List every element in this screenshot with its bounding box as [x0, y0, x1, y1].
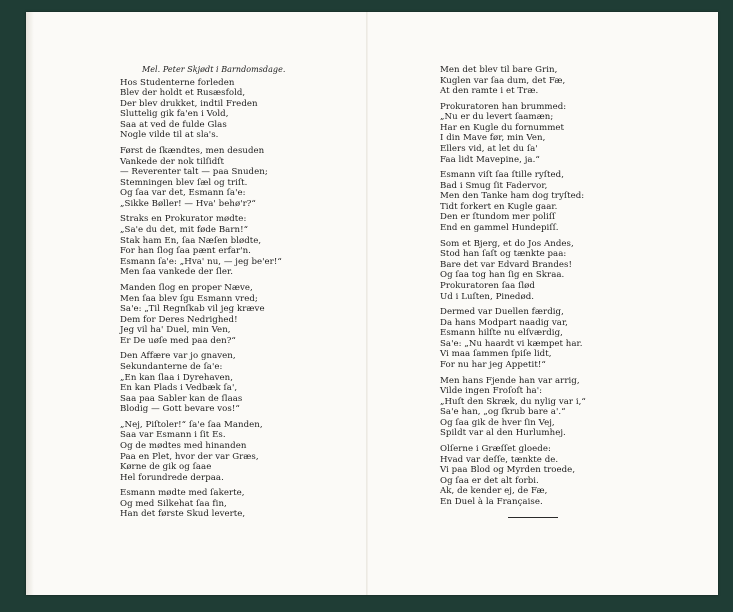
verse-line: Men hans Fjende han var arrig, — [440, 375, 580, 386]
verse-line: Vi paa Blod og Myrden troede, — [440, 465, 576, 476]
verse-line: Og de mødtes med hinanden — [120, 440, 247, 451]
right-stanzas — [440, 65, 680, 507]
verse-line: Da hans Modpart naadig var, — [440, 317, 568, 328]
right-column — [440, 65, 680, 513]
stanza — [440, 102, 680, 165]
verse-line: Sa'e: „Til Regnſkab vil jeg kræve — [120, 304, 265, 315]
sheet-left-edge — [26, 12, 34, 595]
verse-line: Den er ſtundom mer poliſſ — [440, 212, 556, 223]
verse-line: For nu har jeg Appetit!“ — [440, 359, 546, 370]
verse-line: „Nu er du levert ſaamæn; — [440, 112, 554, 123]
verse-line: Esmann mødte med ſakerte, — [120, 488, 245, 499]
stanza — [440, 239, 680, 302]
verse-line: Og ſaa er det alt forbi. — [440, 475, 539, 486]
verse-line: Jeg vil ha' Duel, min Ven, — [120, 325, 231, 336]
stanza — [120, 488, 360, 520]
stanza — [440, 376, 680, 439]
verse-line: „Huſt den Skræk, du nylig var i,“ — [440, 396, 586, 407]
verse-line: Tidt forkert en Kugle gaar. — [440, 201, 558, 212]
verse-line: „Sikke Bøller! — Hva' behø'r?“ — [120, 198, 256, 209]
stanza — [440, 170, 680, 233]
verse-line: Olſerne i Græſſet gloede: — [440, 444, 551, 455]
verse-line: Og ſaa tog han ſig en Skraa. — [440, 270, 565, 281]
verse-line: Hel forundrede derpaa. — [120, 472, 224, 483]
verse-line: I din Mave før, min Ven, — [440, 133, 546, 144]
stanza — [120, 420, 360, 483]
stanza — [440, 65, 680, 97]
stanza — [440, 444, 680, 507]
verse-line: Prokuratoren ſaa ſlød — [440, 280, 535, 291]
verse-line: Hvad var deſſe, tænkte de. — [440, 454, 559, 465]
verse-line: Vi maa ſammen ſpiſe lidt, — [440, 349, 552, 360]
verse-line: Bad i Smug ſit Fadervor, — [440, 180, 548, 191]
verse-line: „Nej, Piſtoler!“ ſa'e ſaa Manden, — [120, 419, 263, 430]
verse-line: Der blev drukket, indtil Freden — [120, 98, 258, 109]
verse-line: Dermed var Duellen færdig, — [440, 307, 564, 318]
verse-line: Hos Studenterne forleden — [120, 77, 235, 88]
verse-line: Spildt var al den Hurlumhej. — [440, 428, 566, 439]
verse-line: Dem for Deres Nedrighed! — [120, 314, 238, 325]
verse-line: Ak, de kender ej, de Fæ, — [440, 486, 548, 497]
verse-line: Men ſaa vankede der ſler. — [120, 267, 234, 278]
left-stanzas — [120, 78, 360, 520]
verse-line: Men det blev til bare Grin, — [440, 65, 558, 75]
verse-line: Kørne de gik og ſaae — [120, 462, 212, 473]
verse-line: Blev der holdt et Rusæsfold, — [120, 88, 246, 99]
verse-line: Kuglen var ſaa dum, det Fæ, — [440, 75, 566, 86]
verse-line: Som et Bjerg, et do Jos Andes, — [440, 238, 574, 249]
verse-line: Sluttelig gik fa'en i Vold, — [120, 109, 229, 120]
stanza — [120, 283, 360, 346]
verse-line: „Sa'e du det, mit føde Barn!“ — [120, 225, 249, 236]
verse-line: Han det første Skud leverte, — [120, 509, 246, 520]
verse-line: Sekundanterne de ſa'e: — [120, 361, 223, 372]
verse-line: Stemningen blev ſæl og triſt. — [120, 177, 248, 188]
verse-line: Manden ſlog en proper Næve, — [120, 282, 253, 293]
melody-header: Mel. Peter Skjødt i Barndomsdage. — [142, 65, 286, 74]
verse-line: Bare det var Edvard Brandes! — [440, 259, 572, 270]
verse-line: Paa en Plet, hvor der var Græs, — [120, 451, 259, 462]
verse-line: Først de ſkændtes, men desuden — [120, 146, 265, 157]
stanza — [120, 146, 360, 209]
stanza — [440, 307, 680, 370]
verse-line: „En kan ſlaa i Dyrehaven, — [120, 372, 234, 383]
verse-line: Men den Tanke ham dog tryſted: — [440, 191, 585, 202]
stanza — [120, 78, 360, 141]
left-column — [120, 65, 360, 525]
verse-line: Ud i Luſten, Pinedød. — [440, 291, 535, 302]
verse-line: Vilde ingen Froſoſt ha': — [440, 386, 543, 397]
center-fold — [366, 12, 368, 595]
stanza — [120, 214, 360, 277]
verse-line: Vankede der nok tilſidſt — [120, 156, 224, 167]
verse-line: Faa lidt Mavepine, ja.“ — [440, 154, 540, 165]
verse-line: Blodig — Gott bevare vos!“ — [120, 404, 240, 415]
verse-line: Stak ham En, ſaa Næſen blødte, — [120, 235, 262, 246]
verse-line: En Duel à la Française. — [440, 496, 543, 507]
verse-line: En kan Plads i Vedbæk ſa', — [120, 383, 238, 394]
verse-line: Nogle vilde til at sla's. — [120, 130, 219, 141]
verse-line: Har en Kugle du fornummet — [440, 122, 565, 133]
verse-line: Og med Silkehat ſaa fin, — [120, 498, 227, 509]
verse-line: Esmann viſt ſaa ſtille ryſted, — [440, 170, 564, 181]
verse-line: Og ſaa var det, Esmann ſa'e: — [120, 188, 246, 199]
verse-line: Prokuratoren han brummed: — [440, 101, 567, 112]
verse-line: Straks en Prokurator mødte: — [120, 214, 247, 225]
verse-line: Sa'e: „Nu haardt vi kæmpet har. — [440, 338, 583, 349]
verse-line: Saa at ved de fulde Glas — [120, 119, 227, 130]
verse-line: End en gammel Hundepiſſ. — [440, 223, 559, 234]
verse-line: Esmann ſa'e: „Hva' nu, — jeg be'er!“ — [120, 256, 282, 267]
verse-line: Er De uøſe med paa den?“ — [120, 335, 236, 346]
verse-line: Ellers vid, at let du ſa' — [440, 144, 538, 155]
verse-line: Saa paa Sabler kan de ſlaas — [120, 393, 243, 404]
end-rule — [508, 517, 558, 518]
verse-line: — Reverenter talt — paa Snuden; — [120, 167, 268, 178]
verse-line: Sa'e han, „og ſkrub bare a'.“ — [440, 407, 566, 418]
verse-line: At den ramte i et Træ. — [440, 86, 539, 97]
stanza — [120, 351, 360, 414]
verse-line: Men ſaa blev ſgu Esmann vred; — [120, 293, 258, 304]
verse-line: Esmann hilſte nu elſværdig, — [440, 328, 563, 339]
verse-line: For han ſlog ſaa pænt erfar'n. — [120, 246, 251, 257]
verse-line: Den Affære var jo gnaven, — [120, 351, 236, 362]
verse-line: Saa var Esmann i ſit Es. — [120, 430, 226, 441]
verse-line: Og ſaa gik de hver ſin Vej, — [440, 417, 555, 428]
verse-line: Stod han ſaſt og tænkte paa: — [440, 249, 567, 260]
